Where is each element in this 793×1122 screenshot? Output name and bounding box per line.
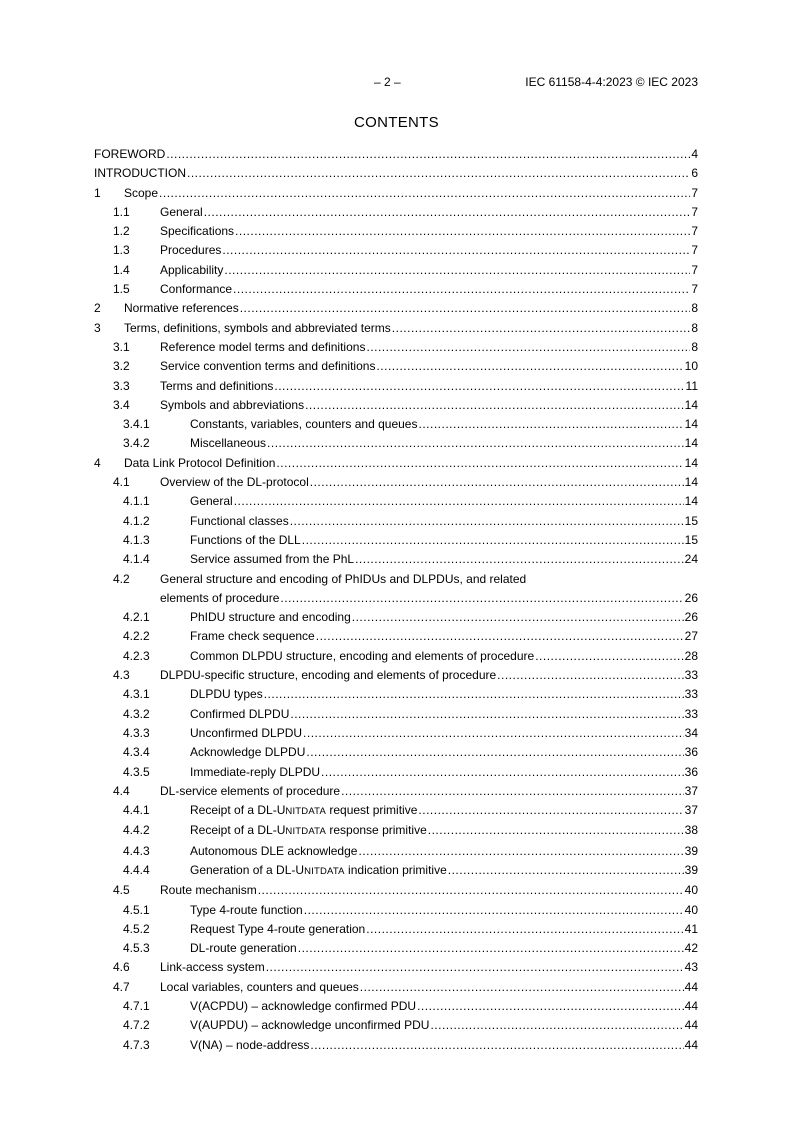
toc-entry-title: Specifications <box>160 224 235 239</box>
dot-leader <box>235 222 690 241</box>
toc-entry-title: Miscellaneous <box>190 436 267 451</box>
page-number: – 2 – <box>374 75 401 89</box>
toc-entry[interactable] <box>94 184 698 203</box>
toc-entry[interactable] <box>94 920 698 939</box>
toc-entry-title: Autonomous DLE acknowledge <box>190 843 358 858</box>
toc-entry[interactable] <box>94 997 698 1016</box>
toc-entry-title: Confirmed DLPDU <box>190 706 290 721</box>
dot-leader <box>310 1036 683 1055</box>
toc-entry-page: 4 <box>691 147 698 161</box>
toc-entry-number: 3.1 <box>113 339 130 354</box>
toc-entry[interactable] <box>94 881 698 900</box>
toc-entry[interactable] <box>94 901 698 920</box>
toc-entry-number: 4.1.3 <box>123 532 150 547</box>
toc-entry-title: INTRODUCTION <box>94 166 186 181</box>
dot-leader <box>276 454 683 473</box>
toc-entry-title: Link-access system <box>160 960 265 975</box>
toc-entry-title: Route mechanism <box>160 883 257 898</box>
toc-entry-title: DLPDU-specific structure, encoding and elements of procedure <box>160 668 497 683</box>
dot-leader <box>535 647 683 666</box>
toc-entry-page: 26 <box>684 610 698 625</box>
dot-leader <box>418 415 683 434</box>
toc-entry-page: 43 <box>684 960 698 975</box>
toc-entry-page: 36 <box>684 745 698 760</box>
toc-entry[interactable] <box>94 570 698 609</box>
toc-entry-title: DL-service elements of procedure <box>160 783 341 798</box>
toc-entry[interactable] <box>94 377 698 396</box>
toc-entry-number: 4.3.2 <box>123 706 150 721</box>
toc-entry-number: 3.2 <box>113 359 130 374</box>
toc-entry-page: 39 <box>684 843 698 858</box>
toc-entry-title: Request Type 4-route generation <box>190 921 366 936</box>
toc-entry-number: 4.3 <box>113 668 130 683</box>
toc-entry-number: 2 <box>94 301 101 316</box>
toc-entry-title: Applicability <box>160 262 224 277</box>
toc-entry-page: 26 <box>684 590 698 605</box>
toc-entry-title: Terms and definitions <box>160 378 274 393</box>
toc-entry[interactable] <box>94 164 698 183</box>
toc-entry-number: 4.2.1 <box>123 610 150 625</box>
dot-leader <box>258 881 684 900</box>
toc-entry-page: 7 <box>691 185 698 200</box>
dot-leader <box>187 164 690 183</box>
toc-entry[interactable] <box>94 782 698 801</box>
toc-entry[interactable] <box>94 357 698 376</box>
toc-entry-number: 4.3.1 <box>123 687 150 702</box>
toc-entry-title: Immediate-reply DLPDU <box>190 764 321 779</box>
toc-entry[interactable] <box>94 203 698 222</box>
toc-entry-number: 3.3 <box>113 378 130 393</box>
toc-entry-page: 39 <box>684 862 698 877</box>
toc-entry[interactable] <box>94 319 698 338</box>
page-title: CONTENTS <box>354 114 439 131</box>
toc-entry-number: 3 <box>94 320 101 335</box>
toc-entry-title: Frame check sequence <box>190 629 315 644</box>
dot-leader <box>355 550 684 569</box>
toc-entry[interactable] <box>94 724 698 743</box>
toc-entry[interactable] <box>94 299 698 318</box>
toc-entry-number: 4.4.4 <box>123 862 150 877</box>
toc-entry-title: Type 4-route function <box>190 902 303 917</box>
dot-leader <box>274 377 684 396</box>
toc-entry-title: DLPDU types <box>190 687 263 702</box>
toc-entry[interactable] <box>94 531 698 550</box>
toc-entry-number: 4.6 <box>113 960 130 975</box>
toc-entry-number: 4.2 <box>113 571 130 586</box>
toc-entry-number: 4.5.1 <box>123 902 150 917</box>
toc-entry-page: 40 <box>684 883 698 898</box>
toc-entry-page: 8 <box>691 301 698 316</box>
dot-leader <box>233 280 690 299</box>
toc-entry-page: 8 <box>691 320 698 335</box>
toc-entry-page: 27 <box>684 629 698 644</box>
dot-leader <box>267 434 684 453</box>
toc-entry-number: 4.3.4 <box>123 745 150 760</box>
toc-entry-title: Constants, variables, counters and queues <box>190 417 418 432</box>
toc-entry-page: 42 <box>684 941 698 956</box>
toc-entry-page: 33 <box>684 687 698 702</box>
toc-entry[interactable] <box>94 454 698 473</box>
toc-entry[interactable] <box>94 1016 698 1035</box>
dot-leader <box>224 261 690 280</box>
toc-entry-page: 7 <box>691 204 698 219</box>
dot-leader <box>298 939 684 958</box>
toc-entry-page: 14 <box>684 417 698 432</box>
dot-leader <box>418 801 683 820</box>
toc-entry[interactable] <box>94 492 698 511</box>
toc-entry-number: 3.4.1 <box>123 417 150 432</box>
toc-entry-title: V(ACPDU) – acknowledge confirmed PDU <box>190 999 417 1014</box>
toc-entry-page: 44 <box>684 1037 698 1052</box>
toc-entry-page: 40 <box>684 902 698 917</box>
toc-entry-title: Unconfirmed DLPDU <box>190 725 303 740</box>
dot-leader <box>360 978 684 997</box>
toc-entry-title: Overview of the DL-protocol <box>160 475 309 490</box>
dot-leader <box>358 842 683 861</box>
toc-entry-page: 28 <box>684 648 698 663</box>
toc-entry[interactable] <box>94 861 698 881</box>
dot-leader <box>264 685 684 704</box>
toc-entry[interactable] <box>94 939 698 958</box>
toc-entry[interactable] <box>94 434 698 453</box>
dot-leader <box>280 589 683 608</box>
toc-entry-page: 8 <box>691 339 698 354</box>
toc-entry-title: Procedures <box>160 243 222 258</box>
toc-entry-page: 7 <box>691 262 698 277</box>
dot-leader <box>302 531 684 550</box>
toc-entry-page: 7 <box>691 282 698 297</box>
toc-entry-title: General <box>190 494 233 509</box>
toc-entry-title: Scope <box>124 185 159 200</box>
page-header <box>94 75 698 93</box>
table-of-contents <box>94 145 698 1055</box>
toc-entry[interactable] <box>94 647 698 666</box>
toc-entry-number: 4.1 <box>113 475 130 490</box>
dot-leader <box>159 184 690 203</box>
toc-entry-page: 6 <box>691 166 698 181</box>
dot-leader <box>430 1016 683 1035</box>
toc-entry-title: Conformance <box>160 282 233 297</box>
toc-entry-title: Symbols and abbreviations <box>160 397 305 412</box>
toc-entry[interactable] <box>94 473 698 492</box>
toc-entry-page: 37 <box>684 783 698 798</box>
toc-entry-title-continued: elements of procedure <box>160 590 280 605</box>
toc-entry-title: Terms, definitions, symbols and abbreviated terms <box>124 320 391 335</box>
toc-entry-page: 14 <box>684 455 698 470</box>
toc-entry[interactable] <box>94 415 698 434</box>
toc-entry-number: 4.3.5 <box>123 764 150 779</box>
toc-entry-number: 4.5.2 <box>123 921 150 936</box>
toc-entry[interactable] <box>94 705 698 724</box>
dot-leader <box>305 396 684 415</box>
toc-entry-page: 37 <box>684 803 698 818</box>
toc-entry[interactable] <box>94 608 698 627</box>
dot-leader <box>222 241 690 260</box>
toc-entry-page: 14 <box>684 436 698 451</box>
toc-entry-number: 1.5 <box>113 282 130 297</box>
toc-entry[interactable] <box>94 338 698 357</box>
toc-entry-number: 4.1.4 <box>123 552 150 567</box>
dot-leader <box>321 763 684 782</box>
toc-entry-page: 44 <box>684 979 698 994</box>
toc-entry[interactable] <box>94 396 698 415</box>
toc-entry-page: 14 <box>684 397 698 412</box>
toc-entry[interactable] <box>94 241 698 260</box>
toc-entry-page: 34 <box>684 725 698 740</box>
toc-entry-title: General <box>160 204 203 219</box>
toc-entry-title: Generation of a DL-UNITDATA indication primitive <box>190 862 447 877</box>
toc-entry-number: 4.4.2 <box>123 823 150 838</box>
toc-entry-title: DL-route generation <box>190 941 297 956</box>
dot-leader <box>366 338 690 357</box>
toc-entry[interactable] <box>94 145 698 164</box>
toc-entry-number: 1.4 <box>113 262 130 277</box>
toc-entry[interactable] <box>94 821 698 841</box>
toc-entry-title: FOREWORD <box>94 147 166 161</box>
toc-entry-page: 33 <box>684 706 698 721</box>
dot-leader <box>341 782 684 801</box>
toc-entry-number: 3.4 <box>113 397 130 412</box>
toc-entry-number: 3.4.2 <box>123 436 150 451</box>
toc-entry-number: 4.7 <box>113 979 130 994</box>
toc-entry[interactable] <box>94 743 698 762</box>
toc-entry[interactable] <box>94 978 698 997</box>
toc-entry-title: Reference model terms and definitions <box>160 339 366 354</box>
toc-entry-number: 1 <box>94 185 101 200</box>
toc-entry[interactable] <box>94 280 698 299</box>
toc-entry-number: 4.5.3 <box>123 941 150 956</box>
toc-entry-page: 14 <box>684 494 698 509</box>
dot-leader <box>303 724 684 743</box>
toc-entry-page: 41 <box>684 921 698 936</box>
dot-leader <box>204 203 691 222</box>
toc-entry-page: 33 <box>684 668 698 683</box>
dot-leader <box>376 357 683 376</box>
toc-entry-number: 1.1 <box>113 204 130 219</box>
toc-entry[interactable] <box>94 763 698 782</box>
dot-leader <box>304 901 684 920</box>
toc-entry[interactable] <box>94 512 698 531</box>
toc-entry-number: 1.3 <box>113 243 130 258</box>
toc-entry-title: Functional classes <box>190 513 289 528</box>
toc-entry-title: Data Link Protocol Definition <box>124 455 276 470</box>
toc-entry-page: 7 <box>691 224 698 239</box>
toc-entry[interactable] <box>94 550 698 569</box>
toc-entry-page: 36 <box>684 764 698 779</box>
document-id: IEC 61158-4-4:2023 © IEC 2023 <box>525 75 698 89</box>
toc-entry-number: 4.4.1 <box>123 803 150 818</box>
toc-entry-number: 4.7.1 <box>123 999 150 1014</box>
toc-entry-number: 4.4.3 <box>123 843 150 858</box>
toc-entry-number: 4.4 <box>113 783 130 798</box>
toc-entry-title: Local variables, counters and queues <box>160 979 359 994</box>
toc-entry-page: 15 <box>684 513 698 528</box>
dot-leader <box>166 145 690 164</box>
toc-entry-number: 4.7.3 <box>123 1037 150 1052</box>
toc-entry-title: Common DLPDU structure, encoding and elements of procedure <box>190 648 535 663</box>
toc-entry-title: Service assumed from the PhL <box>190 552 355 567</box>
toc-entry-page: 14 <box>684 475 698 490</box>
toc-entry-number: 4.1.1 <box>123 494 150 509</box>
toc-entry-number: 4.5 <box>113 883 130 898</box>
toc-entry[interactable] <box>94 666 698 685</box>
toc-entry-title: Service convention terms and definitions <box>160 359 376 374</box>
dot-leader <box>428 821 684 840</box>
toc-entry-page: 44 <box>684 1018 698 1033</box>
toc-entry-number: 1.2 <box>113 224 130 239</box>
dot-leader <box>352 608 684 627</box>
dot-leader <box>392 319 691 338</box>
toc-entry[interactable] <box>94 958 698 977</box>
toc-entry-page: 24 <box>684 552 698 567</box>
toc-entry-title: Functions of the DLL <box>190 532 301 547</box>
dot-leader <box>290 512 684 531</box>
dot-leader <box>417 997 684 1016</box>
toc-entry-title: General structure and encoding of PhIDUs and DLPDUs, and related <box>160 571 527 586</box>
toc-entry[interactable] <box>94 261 698 280</box>
toc-entry-title: V(AUPDU) – acknowledge unconfirmed PDU <box>190 1018 430 1033</box>
toc-entry[interactable] <box>94 1036 698 1055</box>
toc-entry-title: Acknowledge DLPDU <box>190 745 306 760</box>
toc-entry-title: Receipt of a DL-UNITDATA request primitive <box>190 803 418 818</box>
toc-entry-number: 4.2.3 <box>123 648 150 663</box>
dot-leader <box>310 473 684 492</box>
toc-entry-page: 44 <box>684 999 698 1014</box>
toc-entry[interactable] <box>94 222 698 241</box>
dot-leader <box>448 861 684 880</box>
toc-entry-number: 4.7.2 <box>123 1018 150 1033</box>
toc-entry-page: 10 <box>684 359 698 374</box>
toc-entry-number: 4.1.2 <box>123 513 150 528</box>
toc-entry[interactable] <box>94 627 698 646</box>
toc-entry-title: V(NA) – node-address <box>190 1037 310 1052</box>
toc-entry-title: Normative references <box>124 301 239 316</box>
toc-entry-page: 15 <box>684 532 698 547</box>
dot-leader <box>497 666 683 685</box>
toc-entry-title: Receipt of a DL-UNITDATA response primitive <box>190 823 427 838</box>
toc-entry-number: 4.3.3 <box>123 725 150 740</box>
dot-leader <box>266 958 684 977</box>
toc-entry-page: 7 <box>691 243 698 258</box>
toc-entry-number: 4 <box>94 455 101 470</box>
toc-entry-page: 38 <box>684 823 698 838</box>
toc-entry[interactable] <box>94 801 698 821</box>
toc-entry-title: PhIDU structure and encoding <box>190 610 351 625</box>
dot-leader <box>316 627 684 646</box>
toc-entry[interactable] <box>94 842 698 861</box>
dot-leader <box>306 743 683 762</box>
toc-entry-page: 11 <box>685 378 698 393</box>
dot-leader <box>240 299 691 318</box>
dot-leader <box>234 492 684 511</box>
dot-leader <box>366 920 683 939</box>
toc-entry[interactable] <box>94 685 698 704</box>
toc-entry-number: 4.2.2 <box>123 629 150 644</box>
dot-leader <box>290 705 683 724</box>
